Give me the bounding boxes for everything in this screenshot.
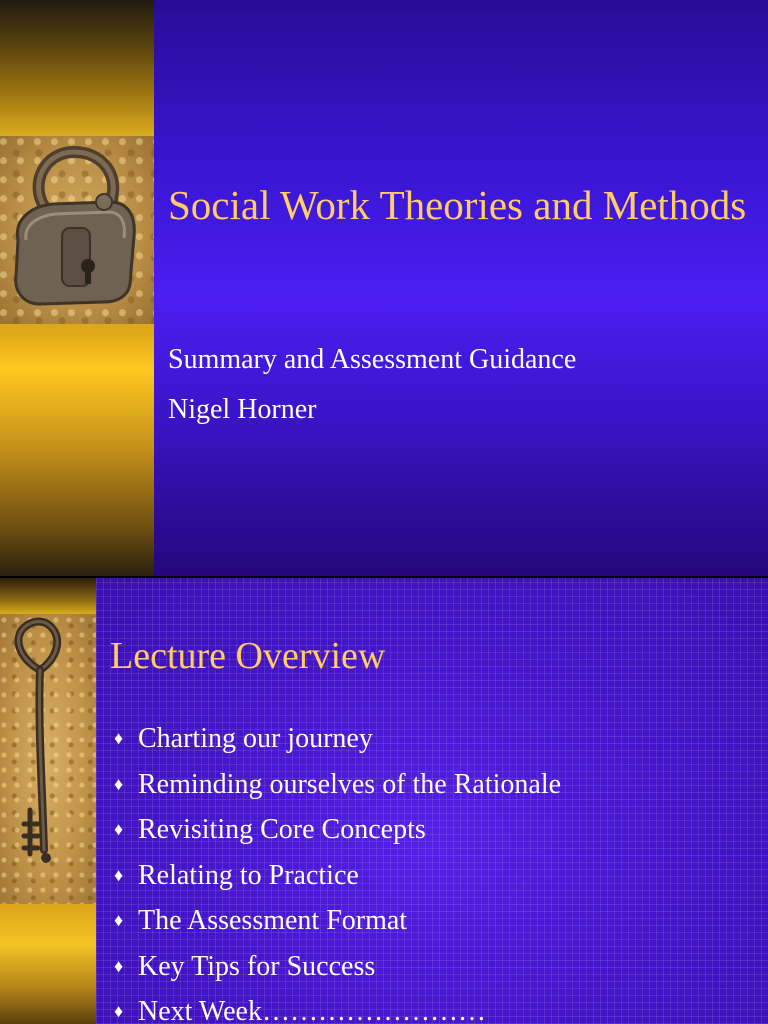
- diamond-bullet-icon: ♦: [114, 1001, 124, 1021]
- author-name: Nigel Horner: [168, 394, 317, 425]
- key-photo: [0, 614, 96, 904]
- list-item: [114, 853, 561, 899]
- diamond-bullet-icon: ♦: [114, 955, 124, 976]
- diamond-bullet-icon: ♦: [114, 819, 124, 839]
- bullet-list: [114, 716, 561, 1024]
- padlock-photo: [0, 136, 154, 324]
- slide-heading: Lecture Overview: [110, 635, 386, 677]
- key-icon: [0, 614, 96, 904]
- list-item-text: Key Tips for Success: [138, 950, 376, 982]
- list-item-text: The Assessment Format: [138, 905, 408, 936]
- diamond-bullet-icon: ♦: [114, 773, 124, 794]
- list-item-text: Revisiting Core Concepts: [138, 814, 426, 845]
- slide-lecture-overview: [0, 578, 768, 1024]
- subtitle-text: Summary and Assessment Guidance: [168, 344, 577, 375]
- list-item-text: Charting our journey: [138, 723, 373, 754]
- list-item: [114, 762, 561, 808]
- list-item: [114, 989, 561, 1024]
- padlock-icon: [0, 136, 154, 324]
- diamond-bullet-icon: ♦: [114, 910, 124, 930]
- list-item-text: Relating to Practice: [138, 859, 359, 891]
- list-item: [114, 716, 561, 762]
- list-item: [114, 898, 561, 944]
- list-item: [114, 807, 561, 853]
- list-item: [114, 944, 561, 990]
- list-item-text: Reminding ourselves of the Rationale: [138, 768, 562, 800]
- diamond-bullet-icon: ♦: [114, 864, 124, 885]
- slide-title-text: Social Work Theories and Methods: [168, 182, 747, 228]
- diamond-bullet-icon: ♦: [114, 728, 124, 748]
- list-item-text: Next Week……………………: [138, 996, 486, 1024]
